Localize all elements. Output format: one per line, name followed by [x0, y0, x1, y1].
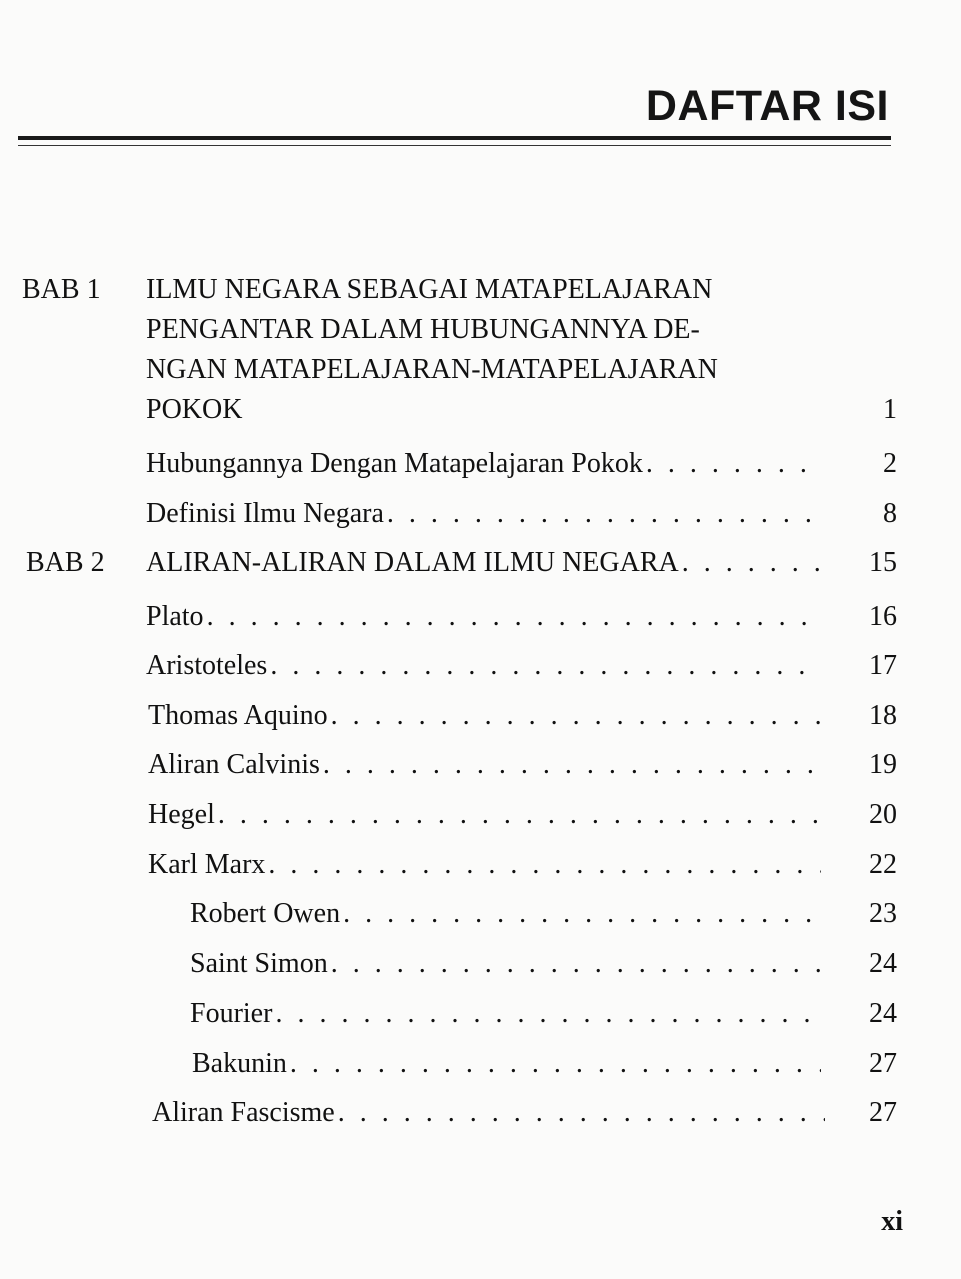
chapter-title: ALIRAN-ALIRAN DALAM ILMU NEGARA: [146, 547, 679, 578]
page-number: 16: [869, 601, 897, 632]
page-number: 27: [869, 1097, 897, 1128]
dot-leader: [268, 845, 821, 885]
chapter-label: BAB 2: [26, 547, 105, 578]
page-number: 23: [869, 898, 897, 929]
dot-leader: [387, 494, 821, 534]
entry-text: Hegel: [148, 799, 215, 830]
entry-text: Definisi Ilmu Negara: [146, 498, 384, 529]
dot-leader: [207, 597, 821, 637]
title-rule-thin: [18, 145, 891, 146]
dot-leader: [275, 994, 821, 1034]
title-rule-thick: [18, 136, 891, 140]
dot-leader: [338, 1093, 825, 1133]
entry-text: Fourier: [190, 998, 273, 1029]
dot-leader: [218, 795, 821, 835]
chapter-title: [146, 270, 816, 430]
page-number: 8: [883, 498, 897, 529]
page-number: 18: [869, 700, 897, 731]
dot-leader: [682, 543, 821, 583]
page-number: 27: [869, 1048, 897, 1079]
chapter-title-line: POKOK: [146, 394, 243, 425]
chapter-title-line: PENGANTAR DALAM HUBUNGANNYA DE-: [146, 314, 700, 345]
page-number: 17: [869, 650, 897, 681]
entry-text: Aliran Calvinis: [148, 749, 320, 780]
entry-text: Karl Marx: [148, 849, 266, 880]
entry-text: Saint Simon: [190, 948, 328, 979]
page-number: 2: [883, 448, 897, 479]
page-number: 24: [869, 998, 897, 1029]
chapter-title-line: NGAN MATAPELAJARAN-MATAPELAJARAN: [146, 354, 718, 385]
dot-leader: [290, 1044, 821, 1084]
entry-text: Bakunin: [192, 1048, 287, 1079]
page-number: 15: [869, 547, 897, 578]
dot-leader: [331, 944, 821, 984]
page-number: 20: [869, 799, 897, 830]
entry-text: Robert Owen: [190, 898, 341, 929]
dot-leader: [323, 745, 821, 785]
entry-text: Hubungannya Dengan Matapelajaran Pokok: [146, 448, 643, 479]
page-title: DAFTAR ISI: [645, 82, 889, 130]
entry-text: Aristoteles: [146, 650, 268, 681]
entry-text: Plato: [146, 601, 204, 632]
page-folio: xi: [881, 1206, 903, 1237]
page-number: 1: [883, 394, 897, 425]
entry-text: Thomas Aquino: [148, 700, 328, 731]
page-number: 19: [869, 749, 897, 780]
chapter-label: BAB 1: [22, 274, 101, 305]
page-number: 22: [869, 849, 897, 880]
dot-leader: [331, 696, 821, 736]
dot-leader: [270, 646, 821, 686]
dot-leader: [343, 894, 821, 934]
page-number: 24: [869, 948, 897, 979]
entry-text: Aliran Fascisme: [152, 1097, 335, 1128]
chapter-title-line: ILMU NEGARA SEBAGAI MATAPELAJARAN: [146, 274, 713, 305]
dot-leader: [646, 444, 821, 484]
